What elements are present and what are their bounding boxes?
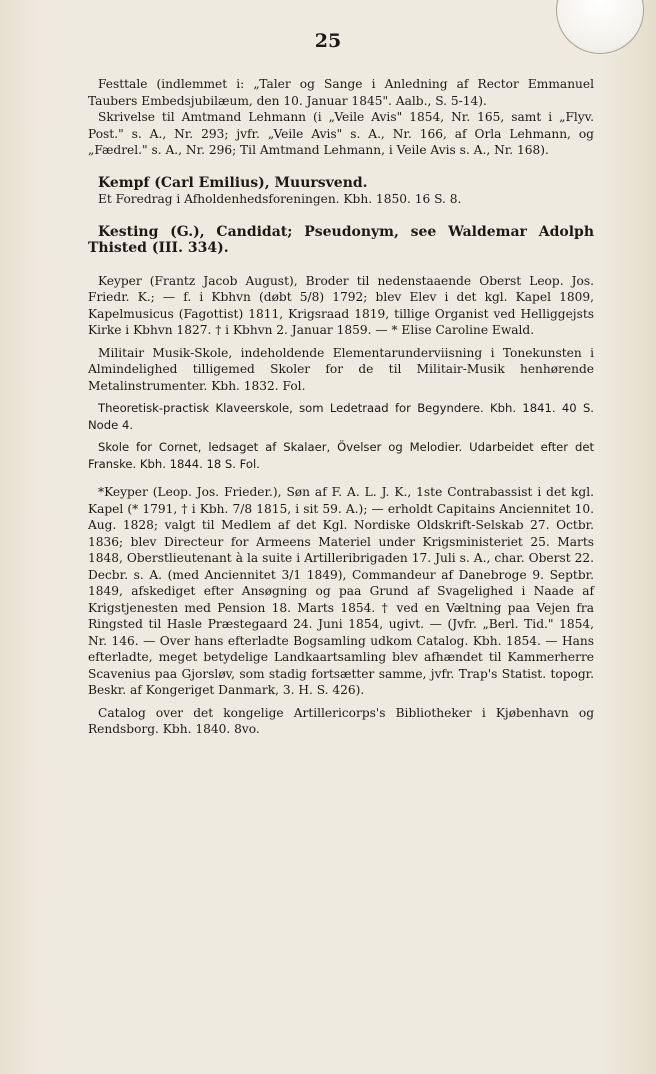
entry-kempf-work: Et Foredrag i Afholdenhedsforeningen. Kbh. 1850. 16 S. 8. bbox=[98, 192, 462, 206]
page-number: 25 bbox=[314, 30, 342, 52]
entry-kempf-heading bbox=[88, 175, 594, 192]
entry-klaveerskole: Theoretisk-practisk Klaveerskole, som Ledetraad for Begyndere. Kbh. 1841. 40 S. Node 4. bbox=[88, 401, 594, 432]
kesting-text: Kesting (G.), Candidat; Pseudonym, see Waldemar Adolph Thisted (III. 334). bbox=[88, 223, 594, 256]
entry-festtale: Festtale (indlemmet i: „Taler og Sange i Anledning af Rector Emmanuel Taubers Embedsjubilæum, den 10. Januar 1845". Aalb., S. 5-14). bbox=[88, 77, 594, 108]
entry-keyper-leop: *Keyper (Leop. Jos. Frieder.), Søn af F. A. L. J. K., 1ste Contrabassist i det kgl. Kapel (* 1791, † i Kbh. 7/8 1815, i sit 59. A.); — erholdt Capitains Anciennitet 10. Aug. 1828; valgt til Medlem af det Kgl. Nordiske Oldskrift-Selskab 27. Octbr. 1836; blev Directeur for Armeens Materiel under Krigsministeriet 25. Marts 1848, Oberstlieutenant à la suite i Artilleribrigaden 17. Juli s. A., char. Oberst 22. Decbr. s. A. (med Anciennitet 3/1 1849), Commandeur af Danebroge 9. Septbr. 1849, afskediget efter Ansøgning og paa Grund af Svagelighed i Naade af Krigstjenesten med Pension 18. Marts 1854. † ved en Væltning paa Vejen fra Ringsted til Hasle Præstegaard 24. Juni 1854, ugivt. — (Jvfr. „Berl. Tid." 1854, Nr. 146. — Over hans efterladte Bogsamling udkom Catalog. Kbh. 1854. — Hans efterladte, meget betydelige Landkaartsamling blev afhændet til Kammerherre Scavenius paa Gjorsløv, som stadig fortsætter samme, jvfr. Trap's Statist. topogr. Beskr. af Kongeriget Danmark, 3. H. S. 426). bbox=[88, 485, 594, 697]
entry-catalog: Catalog over det kongelige Artillericorps's Bibliotheker i Kjøbenhavn og Rendsborg. Kbh. 1840. 8vo. bbox=[88, 705, 594, 736]
entry-keyper-frantz bbox=[88, 273, 594, 339]
keyper-frantz-text: Keyper (Frantz Jacob August), Broder til nedenstaaende Oberst Leop. Jos. Friedr. K.; — f. i Kbhvn (døbt 5/8) 1792; blev Elev i det kgl. Kapel 1809, Kapelmusicus (Fagottist) 1811, Krigsraad 1819, tillige Organist ved Helliggejsts Kirke i Kbhvn 1827. † i Kbhvn 2. Januar 1859. — * Elise Caroline Ewald. bbox=[88, 273, 594, 337]
entry-kesting bbox=[88, 224, 594, 257]
entry-militair-musik-skole: Militair Musik-Skole, indeholdende Elementarunderviisning i Tonekunsten i Almindelighed tilligemed Skoler for de til Militair-Musik henhørende Metalinstrumenter. Kbh. 1832. Fol. bbox=[88, 345, 594, 393]
entry-skrivelse: Skrivelse til Amtmand Lehmann (i „Veile Avis" 1854, Nr. 165, samt i „Flyv. Post." s. A., Nr. 293; jvfr. „Veile Avis" s. A., Nr. 166, af Orla Lehmann, og „Fædrel." s. A., Nr. 296; Til Amtmand Lehmann, i Veile Avis s. A., Nr. 168). bbox=[88, 110, 594, 157]
kempf-heading-text: Kempf (Carl Emilius), Muursvend. bbox=[98, 174, 368, 191]
page-body bbox=[88, 76, 594, 738]
entry-skole-for-cornet: Skole for Cornet, ledsaget af Skalaer, Övelser og Melodier. Udarbeidet efter det Franske. Kbh. 1844. 18 S. Fol. bbox=[88, 440, 594, 471]
